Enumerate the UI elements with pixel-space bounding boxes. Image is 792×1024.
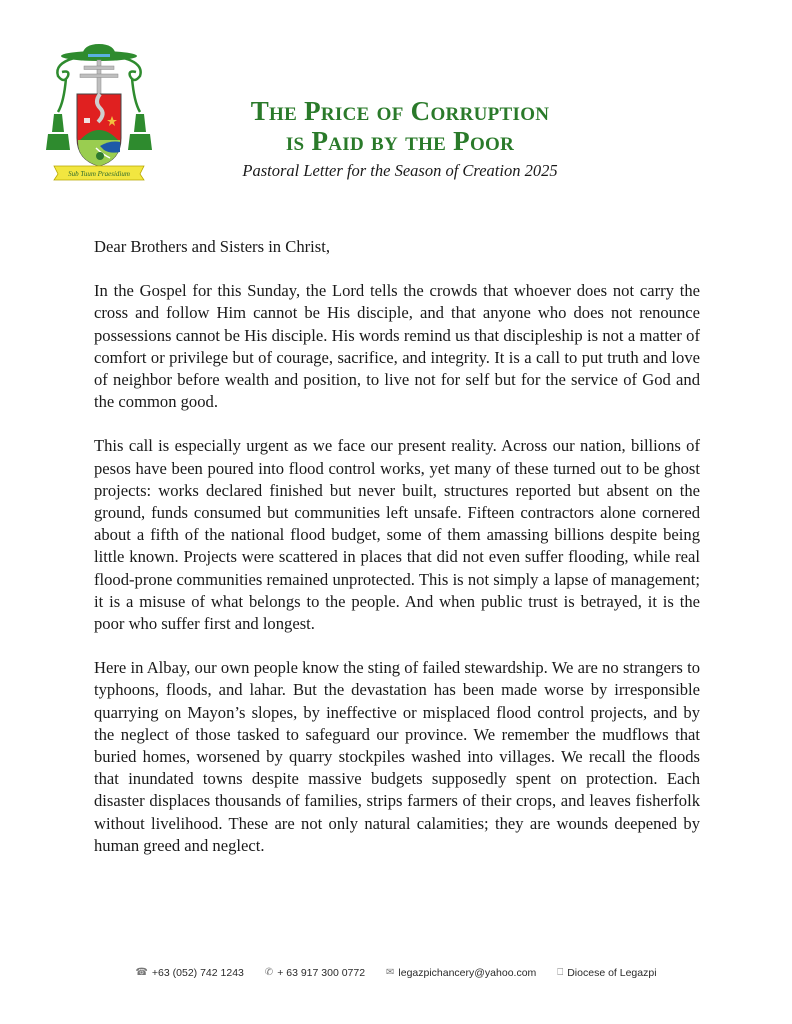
footer-telephone <box>135 967 243 979</box>
paragraph-gospel: In the Gospel for this Sunday, the Lord tells the crowds that whoever does not carry the cross and follow Him cannot be His disciple, and that anyone who does not renounce possessions cannot be His disciple. His words remind us that discipleship is not a matter of comfort or privilege but of courage, sacrifice, and integrity. It is a call to put truth and love of neighbor before wealth and position, to live not for self but for the service of God and the common good. <box>94 281 700 412</box>
footer-website <box>557 967 656 979</box>
email-address: legazpichancery@yahoo.com <box>398 966 537 979</box>
mobile-number: + 63 917 300 0772 <box>277 966 366 979</box>
envelope-icon: ✉ <box>386 967 395 978</box>
paragraph-national-reality: This call is especially urgent as we face our present reality. Across our nation, billions of pesos have been poured into flood control works, yet many of these turned out to be ghost projects: works declared finished but never built, structures reported but absent on the ground, funds consumed but communities left unsafe. Fifteen contractors alone cornered about a fifth of the national flood budget, some of them amassing billions despite being little known. Projects were scattered in places that did not even suffer flooding, while real flood-prone communities remained unprotected. This is not simply a lapse of management; it is a misuse of what belongs to the people. And when public trust is betrayed, it is the poor who suffer first and longest. <box>94 436 700 634</box>
svg-text:Sub Tuum Praesidium: Sub Tuum Praesidium <box>68 170 130 178</box>
mobile-phone-icon: ✆ <box>264 967 274 978</box>
letter-header <box>200 96 600 182</box>
coat-of-arms-logo <box>44 42 154 182</box>
paragraph-albay: Here in Albay, our own people know the sting of failed stewardship. We are no strangers to typhoons, floods, and lahar. But the devastation has been made worse by irresponsible quarrying on Mayon’s slopes, by ineffective or misplaced flood control projects, and by the neglect of those tasked to safeguard our province. We remember the mudflows that buried homes, worsened by quarry stockpiles washed into villages. We recall the floods that inundated towns despite massive budgets supposedly spent on protection. Each disaster displaces thousands of families, strips farmers of their crops, and leaves fisherfolk without livelihood. These are not only natural calamities; they are wounds deepened by human greed and neglect. <box>94 658 700 855</box>
letter-body <box>94 236 700 879</box>
salutation: Dear Brothers and Sisters in Christ, <box>94 237 330 256</box>
footer-mobile <box>265 967 365 979</box>
telephone-number: +63 (052) 742 1243 <box>151 966 244 979</box>
computer-icon: ⎕ <box>557 967 564 978</box>
footer-email <box>386 967 536 979</box>
title-line-2: is Paid by the Poor <box>285 126 515 156</box>
subtitle: Pastoral Letter for the Season of Creation 2025 <box>242 161 558 180</box>
contact-footer <box>0 966 792 979</box>
telephone-icon: ☎ <box>135 967 148 978</box>
website-name: Diocese of Legazpi <box>567 966 657 979</box>
title-line-1: The Price of Corruption <box>250 96 550 126</box>
